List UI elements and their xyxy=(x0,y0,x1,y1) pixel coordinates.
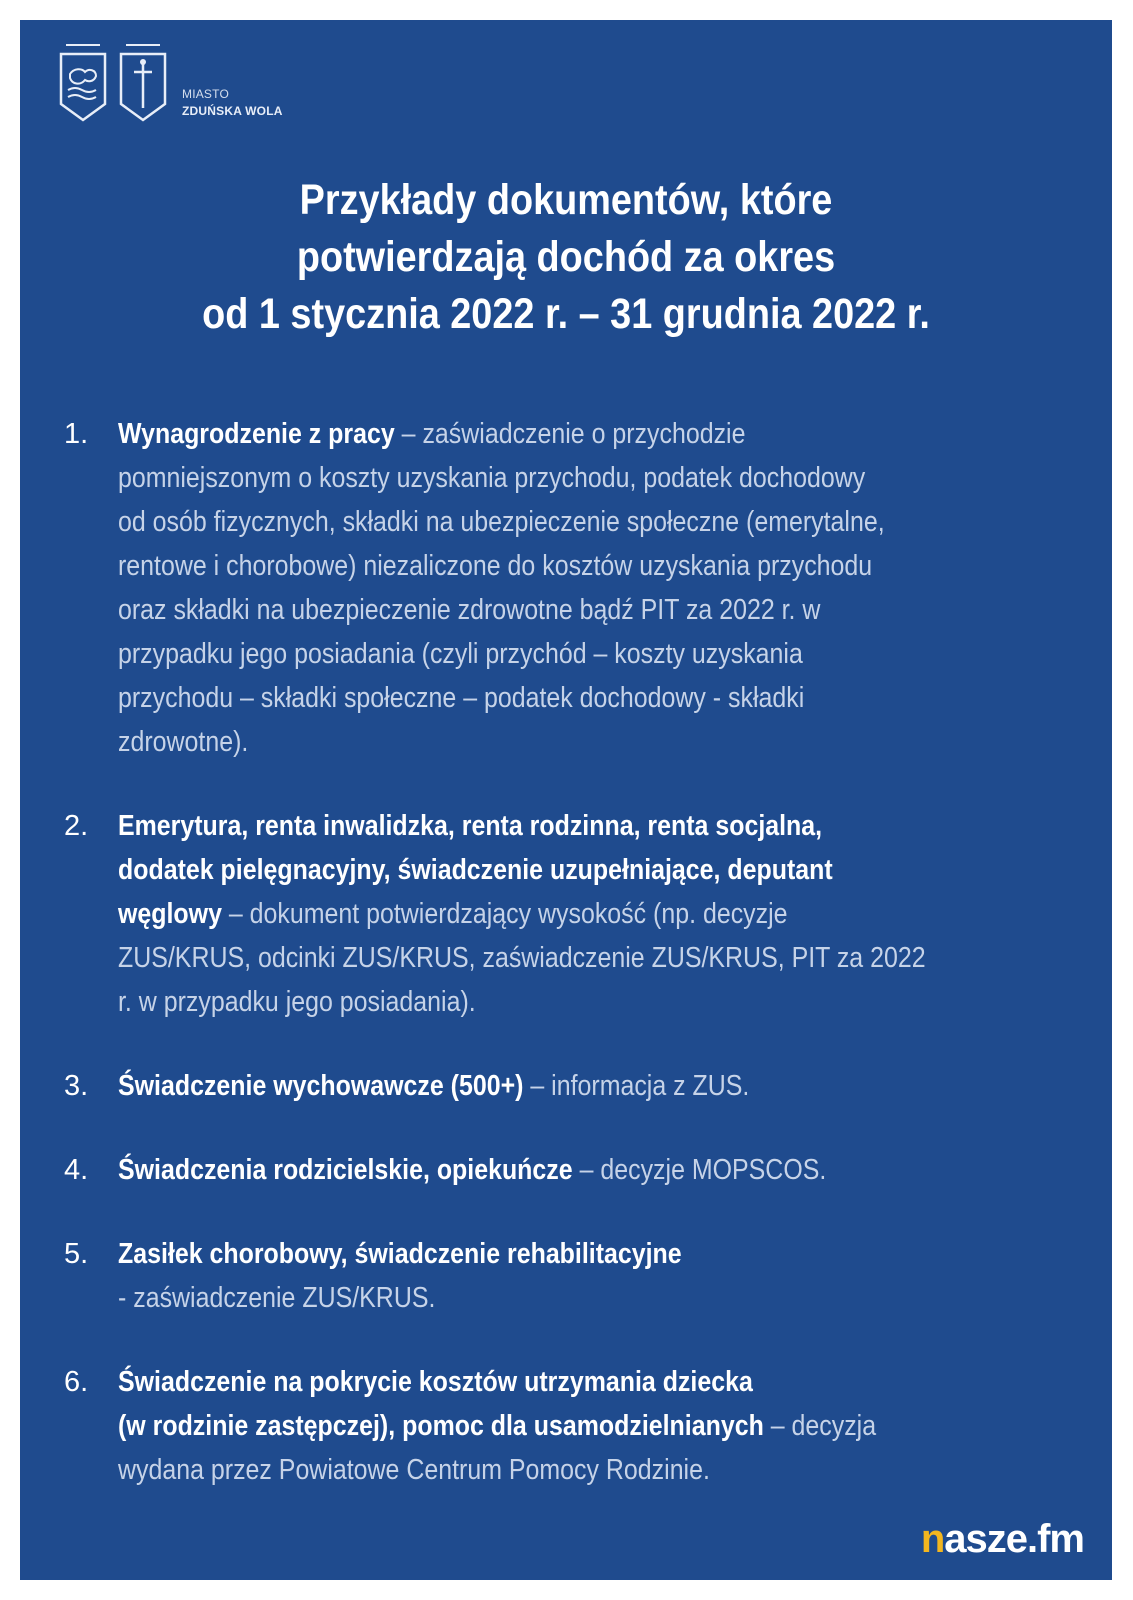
item-number: 5. xyxy=(64,1238,89,1270)
city-logo-text xyxy=(182,86,283,120)
item-text: – decyzja xyxy=(763,1410,877,1442)
item-body xyxy=(118,1064,1078,1108)
item-heading: Świadczenie na pokrycie kosztów utrzymania dziecka xyxy=(118,1366,753,1398)
item-heading: Wynagrodzenie z pracy xyxy=(118,418,395,450)
city-logo xyxy=(58,42,378,152)
item-text: pomniejszonym o koszty uzyskania przychodu, podatek dochodowy xyxy=(118,462,866,494)
title-line-3: od 1 stycznia 2022 r. – 31 grudnia 2022 r. xyxy=(202,290,930,338)
item-heading: Świadczenia rodzicielskie, opiekuńcze xyxy=(118,1154,573,1186)
item-text: przychodu – składki społeczne – podatek dochodowy - składki xyxy=(118,682,805,714)
item-number: 3. xyxy=(64,1070,89,1102)
item-heading: Emerytura, renta inwalidzka, renta rodzinna, renta socjalna, xyxy=(118,810,823,842)
item-body xyxy=(118,1148,1078,1192)
item-number: 1. xyxy=(64,418,89,450)
logo-line-1: MIASTO xyxy=(182,87,229,101)
item-body xyxy=(118,1360,1078,1492)
item-text: od osób fizycznych, składki na ubezpieczenie społeczne (emerytalne, xyxy=(118,506,885,538)
item-number: 2. xyxy=(64,810,89,842)
item-text: – zaświadczenie o przychodzie xyxy=(394,418,746,450)
item-heading: Świadczenie wychowawcze (500+) xyxy=(118,1070,524,1102)
item-heading: węglowy xyxy=(118,898,222,930)
item-text: - zaświadczenie ZUS/KRUS. xyxy=(118,1282,436,1314)
item-heading: dodatek pielęgnacyjny, świadczenie uzupełniające, deputant xyxy=(118,854,833,886)
watermark-rest: asze.fm xyxy=(944,1517,1084,1561)
title-line-2: potwierdzają dochód za okres xyxy=(296,233,836,281)
item-heading: (w rodzinie zastępczej), pomoc dla usamodzielnianych xyxy=(118,1410,764,1442)
sword-crest-icon xyxy=(118,42,168,128)
item-text: – dokument potwierdzający wysokość (np. decyzje xyxy=(221,898,788,930)
item-text: ZUS/KRUS, odcinki ZUS/KRUS, zaświadczenie ZUS/KRUS, PIT za 2022 xyxy=(118,942,926,974)
item-number: 6. xyxy=(64,1366,89,1398)
site-watermark xyxy=(921,1517,1084,1562)
item-heading: Zasiłek chorobowy, świadczenie rehabilitacyjne xyxy=(118,1238,682,1270)
item-body xyxy=(118,1232,1078,1320)
item-text: – informacja z ZUS. xyxy=(523,1070,750,1102)
item-number: 4. xyxy=(64,1154,89,1186)
item-text: przypadku jego posiadania (czyli przychód – koszty uzyskania xyxy=(118,638,803,670)
lion-crest-icon xyxy=(58,42,108,128)
logo-line-2: ZDUŃSKA WOLA xyxy=(182,104,283,118)
item-text: wydana przez Powiatowe Centrum Pomocy Rodzinie. xyxy=(118,1454,710,1486)
item-body xyxy=(118,804,1078,1024)
item-body xyxy=(118,412,1078,764)
title-line-1: Przykłady dokumentów, które xyxy=(299,176,833,224)
page-title xyxy=(86,172,1047,343)
poster xyxy=(20,20,1112,1580)
item-text: – decyzje MOPSCOS. xyxy=(572,1154,827,1186)
watermark-initial: n xyxy=(920,1517,945,1561)
item-text: zdrowotne). xyxy=(118,726,249,758)
item-text: oraz składki na ubezpieczenie zdrowotne bądź PIT za 2022 r. w xyxy=(118,594,821,626)
item-text: r. w przypadku jego posiadania). xyxy=(118,986,476,1018)
item-text: rentowe i chorobowe) niezaliczone do kosztów uzyskania przychodu xyxy=(118,550,873,582)
